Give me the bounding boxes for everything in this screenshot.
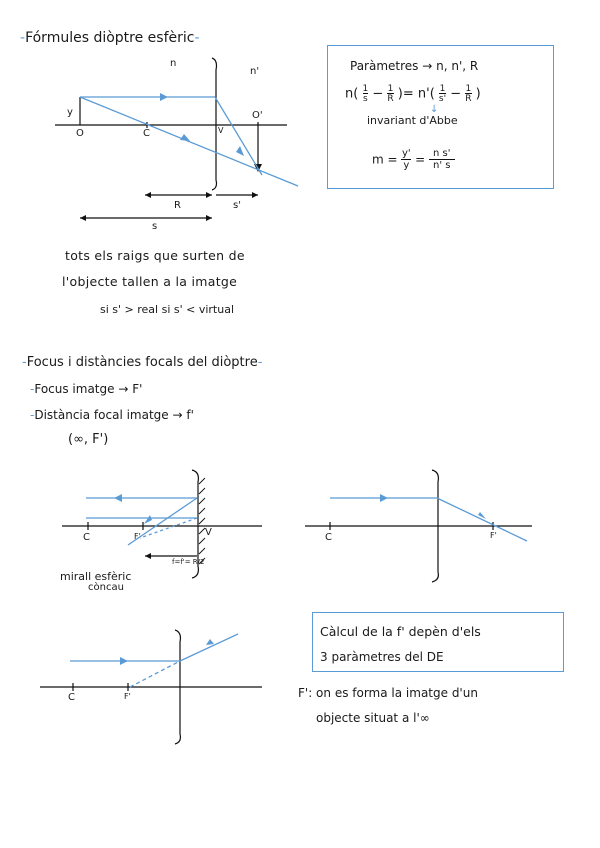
diagram-bottom [40,630,262,744]
note-line-2: l'objecte tallen a la imatge [62,274,238,289]
ray-arrowhead [160,93,168,101]
label-n: n [170,58,177,69]
item-focus: -Focus imatge → F' [30,382,143,396]
label-o-prime: O' [252,110,263,121]
down-arrow-icon: ↓ [430,104,439,115]
abbe-equation: $n( \frac{1}{s} - \frac{1}{R}$ )= $n'( \frac{1}{s'} - \frac{1}{R}$ ) [345,84,481,104]
spherical-surface [212,58,217,190]
mirror-caption-1: mirall esfèric [60,570,132,583]
note-line-3: si s' > real si s' < virtual [100,303,235,316]
label-s: s [152,221,158,232]
calc-line-1: Càlcul de la f' depèn d'els [320,624,481,639]
mirror-label-f-eq: f=f'= R/2 [172,558,205,566]
mirror-label-c: C [83,532,90,543]
mirror-caption-2: còncau [88,582,124,593]
diagram-right [305,470,532,582]
label-y: y [67,107,73,118]
ray-arrowhead [180,134,190,141]
label-n-prime: n' [250,66,260,77]
right-label-c: C [325,532,332,543]
bottom-label-c: C [68,692,75,703]
note-f-line-2: objecte situat a l'∞ [316,711,430,725]
right-label-f: F' [490,531,497,540]
section2-title: -Focus i distàncies focals del diòptre- [22,355,263,370]
magnification-equation: $m = \frac{y'}{y} = \frac{\text{n s'}}{n' s}$ [372,148,455,172]
mirror-label-v: V [205,527,212,538]
diagram-mirror [62,470,262,578]
mirror-label-f: F' [134,532,141,541]
bottom-label-f: F' [124,692,131,701]
label-v: V [218,126,224,135]
label-r: R [174,200,181,211]
label-o: O [76,128,84,139]
section1-title: -Fórmules diòptre esfèric- [20,30,200,46]
label-c: C [143,128,150,139]
note-line-1: tots els raigs que surten de [65,248,245,263]
invariant-label: invariant d'Abbe [367,114,458,127]
ray-arrowhead [236,146,244,156]
item-focal-distance: -Distància focal imatge → f' [30,408,194,422]
label-s-prime: s' [233,200,241,211]
calc-line-2: 3 paràmetres del DE [320,650,444,664]
ray-center [80,97,298,186]
note-f-line-1: F': on es forma la imatge d'un [298,686,478,700]
params-line: Paràmetres → n, n', R [350,59,479,73]
diagram-refraction [55,58,298,221]
infinity-pair: (∞, F') [68,432,109,447]
